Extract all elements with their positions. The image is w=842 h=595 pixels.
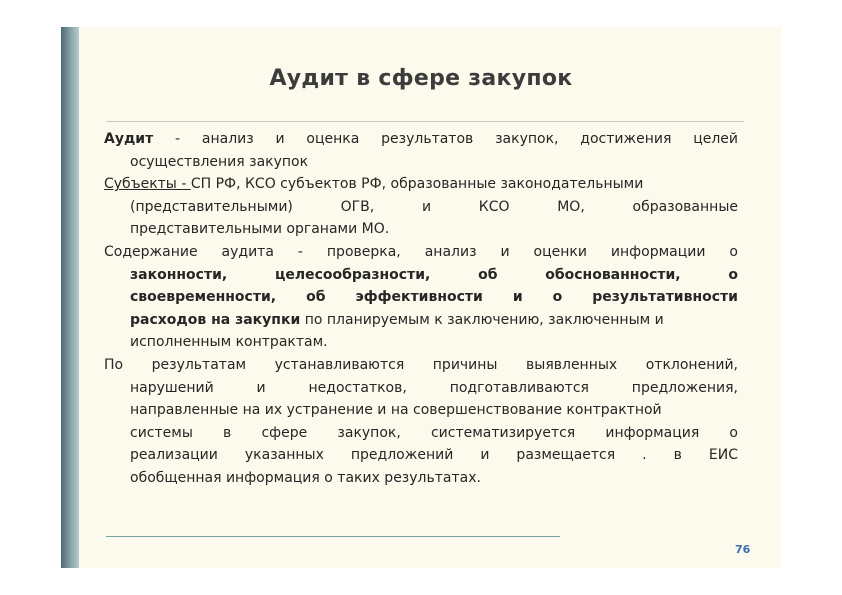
- text-line: По результатам устанавливаются причины выявленных отклонений,: [104, 356, 738, 373]
- term-subjects: Субъекты -: [104, 176, 191, 193]
- footer-divider: [106, 536, 560, 537]
- text-line: осуществления закупок: [130, 153, 309, 170]
- title-divider: [106, 121, 744, 122]
- text-line: нарушений и недостатков, подготавливаются предложения,: [130, 379, 738, 396]
- text-line: законности, целесообразности, об обоснованности, о: [130, 266, 738, 283]
- text-line: системы в сфере закупок, систематизируется информация о: [130, 424, 738, 441]
- slide-body: [104, 128, 738, 490]
- text-line: исполненным контрактам.: [130, 334, 328, 351]
- slide-side-bar: [61, 27, 79, 568]
- paragraph-audit-results: [104, 354, 738, 490]
- text-line: Содержание аудита - проверка, анализ и оценки информации о: [104, 243, 738, 260]
- page-number: 76: [735, 543, 751, 556]
- text-line: своевременности, об эффективности и о результативности: [130, 289, 738, 306]
- text-line: расходов на закупки по планируемым к заключению, заключенным и: [130, 311, 664, 328]
- paragraph-audit-definition: [104, 128, 738, 173]
- text-line: обобщенная информация о таких результатах.: [130, 469, 481, 486]
- paragraph-subjects: [104, 173, 738, 241]
- term-audit: Аудит: [104, 131, 154, 147]
- text-line: (представительными) ОГВ, и КСО МО, образованные: [130, 198, 738, 215]
- slide-title: Аудит в сфере закупок: [269, 66, 573, 91]
- text-line: реализации указанных предложений и размещается . в ЕИС: [130, 447, 738, 464]
- paragraph-audit-content: [104, 241, 738, 354]
- text-line: направленные на их устранение и на совершенствование контрактной: [130, 402, 662, 419]
- text-line: представительными органами МО.: [130, 221, 390, 238]
- text-line: Субъекты - СП РФ, КСО субъектов РФ, образованные законодательными: [104, 176, 644, 193]
- text-line: Аудит - анализ и оценка результатов закупок, достижения целей: [104, 131, 738, 147]
